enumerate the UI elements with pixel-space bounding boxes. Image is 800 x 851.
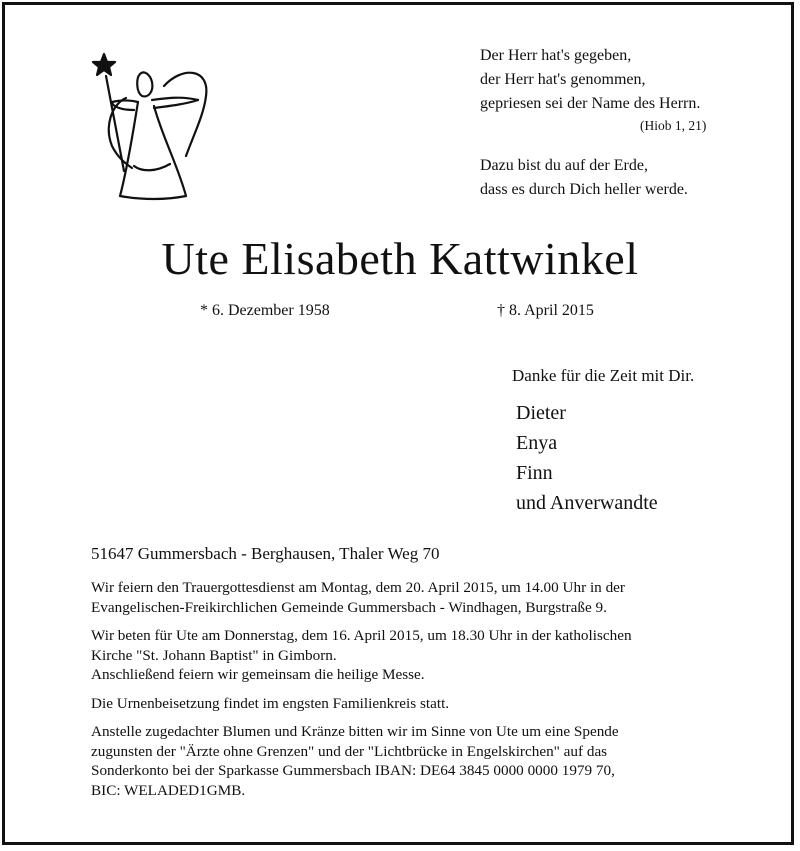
family-member: Dieter — [516, 402, 566, 424]
thanks-line: Danke für die Zeit mit Dir. — [512, 366, 695, 385]
death-date: † 8. April 2015 — [497, 302, 594, 319]
family-list — [516, 398, 658, 518]
birth-date: * 6. Dezember 1958 — [200, 302, 330, 319]
paragraph-prayer — [91, 626, 722, 685]
notice-body — [91, 578, 722, 809]
paragraph-service — [91, 578, 722, 617]
verse-line: gepriesen sei der Name des Herrn. — [480, 95, 701, 112]
paragraph-burial — [91, 694, 722, 714]
family-member: Finn — [516, 462, 553, 484]
bible-verse — [480, 44, 700, 116]
text-line: Anstelle zugedachter Blumen und Kränze bitten wir im Sinne von Ute um eine Spende — [91, 723, 619, 740]
text-line: zugunsten der "Ärzte ohne Grenzen" und der "Lichtbrücke in Engelskirchen" auf das — [91, 742, 608, 760]
text-line: BIC: WELADED1GMB. — [91, 781, 246, 799]
text-line: Kirche "St. Johann Baptist" in Gimborn. — [91, 646, 337, 664]
text-line: Anschließend feiern wir gemeinsam die heilige Messe. — [91, 666, 425, 683]
text-line: Evangelischen-Freikirchlichen Gemeinde Gummersbach - Windhagen, Burgstraße 9. — [91, 598, 607, 616]
verse-line: Dazu bist du auf der Erde, — [480, 157, 648, 174]
verse-line: Der Herr hat's gegeben, — [480, 47, 632, 64]
verse-reference: (Hiob 1, 21) — [640, 118, 707, 133]
paragraph-donation — [91, 722, 722, 800]
text-line: Wir beten für Ute am Donnerstag, dem 16. April 2015, um 18.30 Uhr in der katholischen — [91, 627, 632, 644]
family-member: Enya — [516, 432, 558, 454]
angel-with-star-icon — [90, 46, 220, 206]
second-verse — [480, 154, 688, 202]
deceased-name: Ute Elisabeth Kattwinkel — [161, 233, 639, 284]
text-line: Wir feiern den Trauergottesdienst am Montag, dem 20. April 2015, um 14.00 Uhr in der — [91, 579, 625, 596]
verse-line: dass es durch Dich heller werde. — [480, 181, 688, 198]
address: 51647 Gummersbach - Berghausen, Thaler Weg 70 — [91, 544, 440, 563]
family-member: und Anverwandte — [516, 492, 658, 514]
text-line: Sonderkonto bei der Sparkasse Gummersbach IBAN: DE64 3845 0000 0000 1979 70, — [91, 762, 615, 779]
text-line: Die Urnenbeisetzung findet im engsten Familienkreis statt. — [91, 694, 450, 712]
verse-line: der Herr hat's genommen, — [480, 71, 646, 88]
